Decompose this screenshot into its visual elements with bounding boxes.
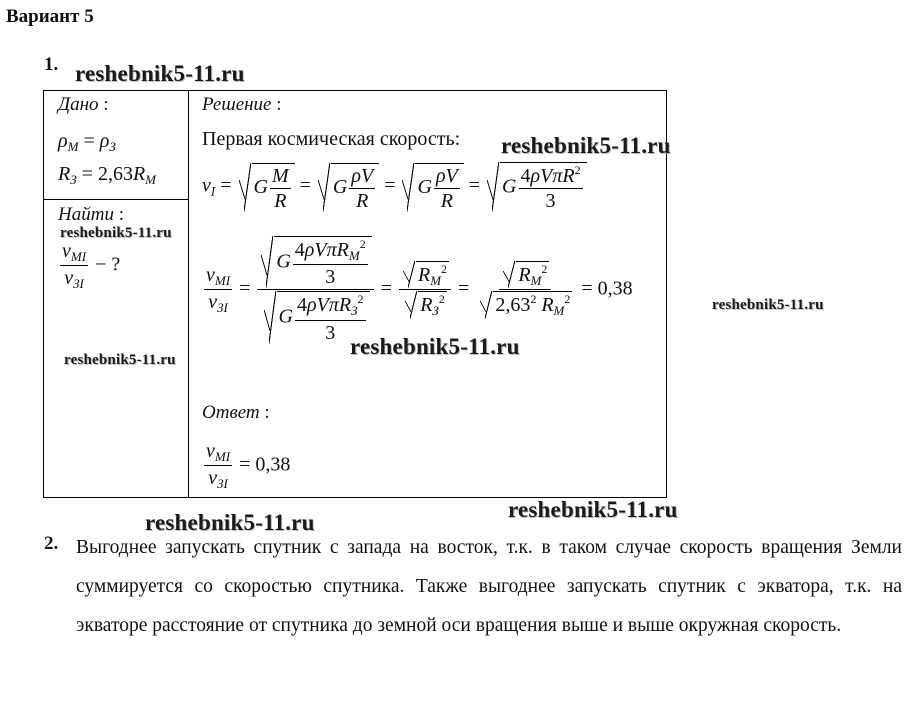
- find-label: Найти :: [58, 204, 124, 225]
- given-radius-ratio: $R_З = 2,63R_M$: [58, 163, 156, 187]
- watermark: reshebnik5-11.ru: [145, 510, 315, 535]
- table-divider-vertical: [188, 90, 189, 497]
- watermark: reshebnik5-11.ru: [350, 334, 520, 359]
- watermark: reshebnik5-11.ru: [501, 133, 671, 158]
- watermark: reshebnik5-11.ru: [64, 352, 176, 368]
- solution-label: Решение :: [202, 94, 282, 115]
- answer-label: Ответ :: [202, 402, 270, 423]
- find-ratio: $\frac{v_{MI}}{v_{ЗI}}$ − ?: [62, 240, 121, 292]
- task-1-number: 1.: [44, 54, 59, 75]
- first-cosmic-velocity-formula: $v_I = G$ $\frac{M}{R}$ = G $\frac{\rho V}{R}$ = G $\frac{\rho V}{R}$ = G $\frac{4\rho V\pi R^2}{3}$: [202, 162, 587, 212]
- page-title: Вариант 5: [6, 6, 94, 27]
- given-label: Дано :: [58, 94, 109, 115]
- given-density-equality: $\rho_M = \rho_З$: [58, 130, 116, 154]
- watermark: reshebnik5-11.ru: [508, 497, 678, 522]
- watermark: reshebnik5-11.ru: [75, 61, 245, 86]
- task-2-text: Выгоднее запускать спутник с запада на восток, т.к. в таком случае скорость вращения Земли суммируется со скоростью спутника. Также выгоднее запускать спутник с экватора, т.к. на экваторе расстояние от спутника до земной оси вращения выше и выше окружная скорость.: [76, 537, 902, 636]
- solution-intro: Первая космическая скорость:: [202, 128, 461, 150]
- table-divider-horizontal: [43, 199, 189, 200]
- watermark: reshebnik5-11.ru: [712, 297, 824, 313]
- answer-formula: $\frac{v_{MI}}{v_{ЗI}}$ = 0,38: [206, 440, 291, 492]
- task-2-number: 2.: [44, 533, 59, 554]
- velocity-ratio-formula: $\frac{v_{MI}}{v_{ЗI}}$ = G $\frac{4\rho V\pi R_M^2}{3}$ G $\frac{4\rho V\pi R_З^2}{3}$ = $\frac{R_M^2}{R_З^2}$ = $\frac{R_M^2}{2,63^2 R_M^2}$ = 0,38: [206, 237, 633, 344]
- watermark: reshebnik5-11.ru: [60, 225, 172, 241]
